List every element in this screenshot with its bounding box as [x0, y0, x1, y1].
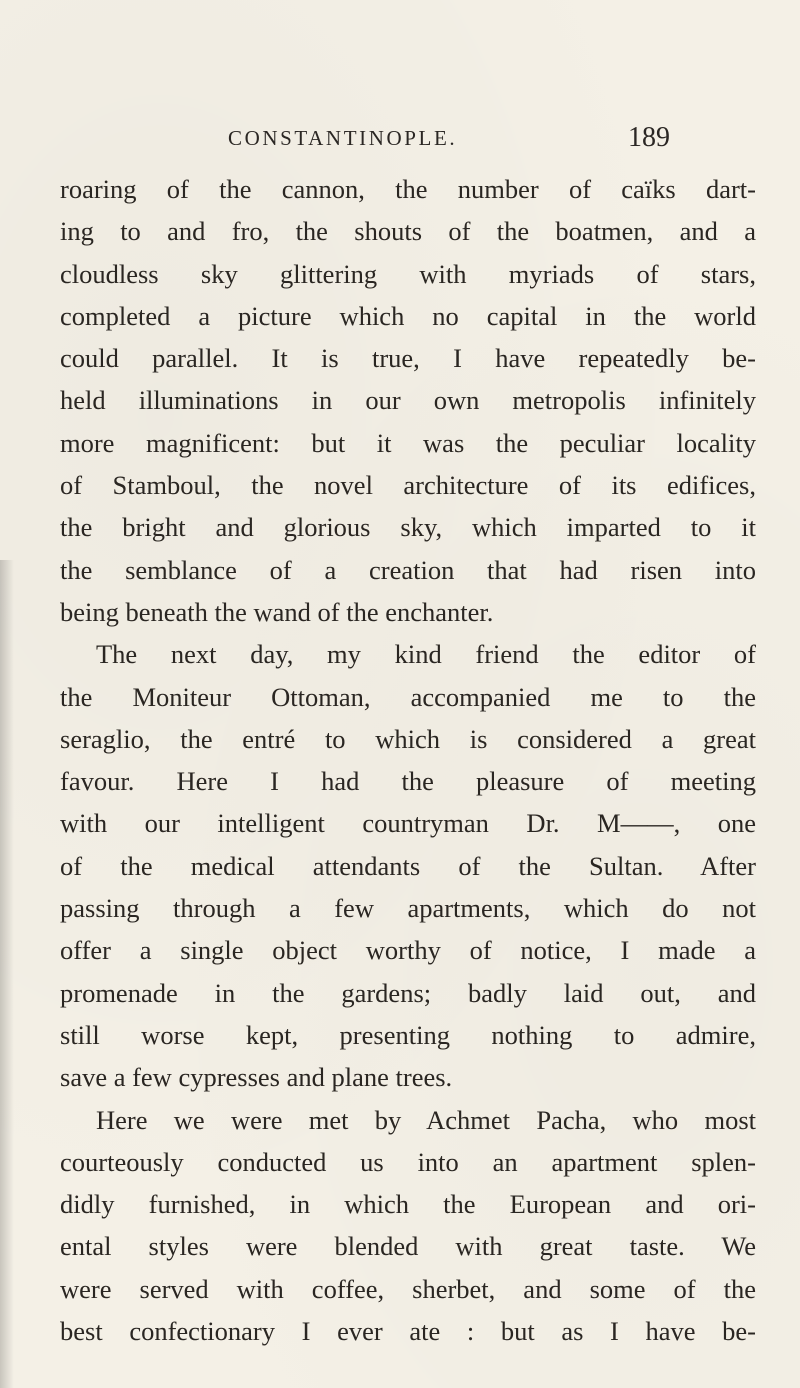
text-line: ental styles were blended with great taste. We	[60, 1231, 756, 1262]
text-line: with our intelligent countryman Dr. M——, one	[60, 808, 756, 839]
text-line: the semblance of a creation that had risen into	[60, 554, 756, 585]
text-line: favour. Here I had the pleasure of meeting	[60, 766, 756, 797]
paragraph-start-line: The next day, my kind friend the editor of	[96, 639, 756, 670]
text-line: didly furnished, in which the European and ori-	[60, 1189, 756, 1220]
text-line: ing to and fro, the shouts of the boatmen, and a	[60, 216, 756, 247]
text-line: could parallel. It is true, I have repeatedly be-	[60, 343, 756, 374]
running-title: CONSTANTINOPLE.	[228, 126, 458, 150]
text-line: courteously conducted us into an apartment splen-	[60, 1146, 756, 1177]
page-header	[0, 116, 800, 160]
text-line: roaring of the cannon, the number of caïks dart-	[60, 174, 756, 204]
page-number: 189	[628, 122, 670, 153]
text-line: the bright and glorious sky, which imparted to it	[60, 512, 756, 543]
text-line: still worse kept, presenting nothing to admire,	[60, 1019, 756, 1050]
text-line: passing through a few apartments, which do not	[60, 893, 756, 924]
text-line: the Moniteur Ottoman, accompanied me to the	[60, 681, 756, 712]
paragraph-start-line: Here we were met by Achmet Pacha, who most	[96, 1104, 756, 1135]
body-text	[60, 168, 756, 1352]
text-line: offer a single object worthy of notice, I made a	[60, 935, 756, 966]
text-line: of the medical attendants of the Sultan. After	[60, 850, 756, 881]
text-line: completed a picture which no capital in the world	[60, 300, 756, 331]
text-line: were served with coffee, sherbet, and some of the	[60, 1273, 756, 1304]
text-line: more magnificent: but it was the peculiar locality	[60, 427, 756, 458]
text-line: best confectionary I ever ate : but as I have be-	[60, 1316, 756, 1347]
text-line: save a few cypresses and plane trees.	[60, 1062, 453, 1093]
text-line: being beneath the wand of the enchanter.	[60, 596, 494, 627]
binding-shadow	[0, 560, 14, 1388]
text-line: seraglio, the entré to which is considered a great	[60, 723, 756, 754]
text-line: held illuminations in our own metropolis infinitely	[60, 385, 756, 416]
text-line: cloudless sky glittering with myriads of stars,	[60, 258, 756, 289]
text-line: promenade in the gardens; badly laid out, and	[60, 977, 756, 1008]
text-line: of Stamboul, the novel architecture of its edifices,	[60, 470, 756, 501]
